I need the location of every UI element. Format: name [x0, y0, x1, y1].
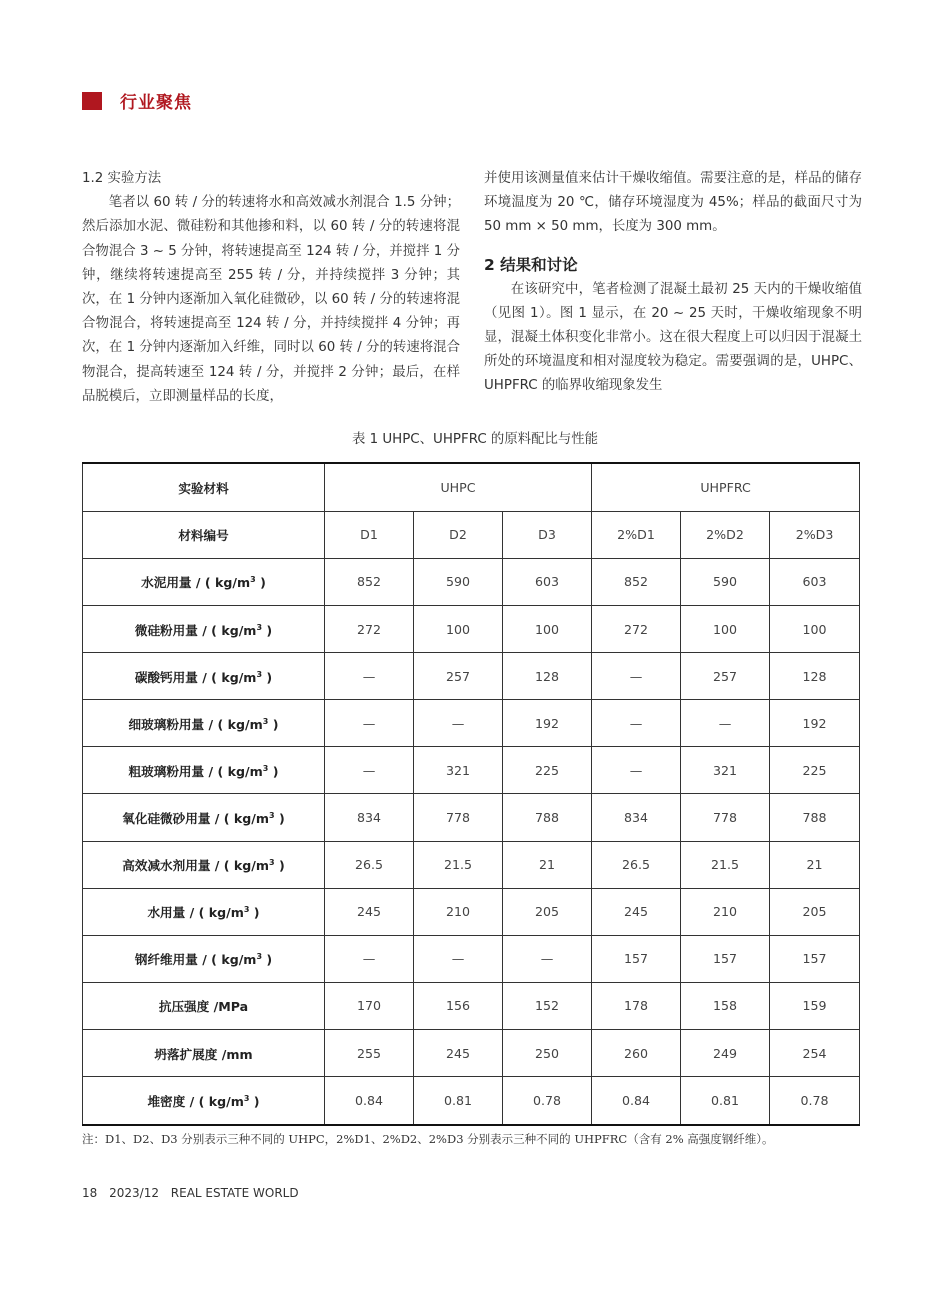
column-header: D3: [503, 511, 592, 558]
table-row: [83, 888, 860, 935]
table-row: [83, 653, 860, 700]
magazine-name: REAL ESTATE WORLD: [170, 1186, 299, 1200]
method-paragraph: 笔者以 60 转 / 分的转速将水和高效减水剂混合 1.5 分钟；然后添加水泥、微硅粉和其他掺和料，以 60 转 / 分的转速将混合物混合 3 ~ 5 分钟，将转速提高至 124 转 / 分，并搅拌 1 分钟，继续将转速提高至 255 转 / 分，并持续搅拌 3 分钟；其次，在 1 分钟内逐渐加入氧化硅微砂，以 60 转 / 分的转速将混合物混合，将转速提高至 124 转 / 分，并持续搅拌 4 分钟；再次，在 1 分钟内逐渐加入纤维，同时以 60 转 / 分的转速将混合物混合，提高转速至 124 转 / 分，并搅拌 2 分钟；最后，在样品脱模后，立即测量样品的长度，: [82, 195, 460, 404]
table-cell: 210: [414, 888, 503, 935]
table-cell: 245: [325, 888, 414, 935]
table-cell: 21: [503, 841, 592, 888]
table-cell: 834: [325, 794, 414, 841]
table-cell: 100: [681, 606, 770, 653]
table-cell: 245: [414, 1029, 503, 1076]
row-label: 细玻璃粉用量 / ( $kg/m^3$ ): [83, 700, 325, 747]
table-cell: 21.5: [414, 841, 503, 888]
row-label: 粗玻璃粉用量 / ( $kg/m^3$ ): [83, 747, 325, 794]
table-cell: 834: [592, 794, 681, 841]
section-heading: 2 结果和讨论: [484, 255, 578, 274]
page-number: 18: [82, 1186, 98, 1200]
table-cell: 157: [592, 935, 681, 982]
table-cell: 100: [503, 606, 592, 653]
table-row: [83, 841, 860, 888]
table-cell: 260: [592, 1029, 681, 1076]
table-cell: 590: [681, 558, 770, 605]
subheader-label: 材料编号: [83, 511, 325, 558]
subsection-heading: 1.2 实验方法: [82, 171, 162, 186]
table-cell: 210: [681, 888, 770, 935]
header-label: 实验材料: [83, 463, 325, 511]
table-cell: 157: [770, 935, 860, 982]
table-cell: 249: [681, 1029, 770, 1076]
section-title: 行业聚焦: [120, 93, 192, 113]
section-header: [82, 88, 192, 113]
table-cell: 158: [681, 982, 770, 1029]
table-cell: 255: [325, 1029, 414, 1076]
table-cell: 0.84: [325, 1077, 414, 1125]
table-cell: 170: [325, 982, 414, 1029]
table-cell: —: [414, 700, 503, 747]
table-subheader-row: [83, 511, 860, 558]
section-marker: [82, 92, 102, 110]
table-cell: 603: [770, 558, 860, 605]
table-row: [83, 747, 860, 794]
table-cell: 852: [325, 558, 414, 605]
table-cell: —: [681, 700, 770, 747]
table-cell: 21: [770, 841, 860, 888]
column-header: D1: [325, 511, 414, 558]
right-column: [484, 167, 862, 399]
table-cell: 788: [770, 794, 860, 841]
table-cell: —: [325, 653, 414, 700]
table-cell: 205: [770, 888, 860, 935]
table-cell: 272: [325, 606, 414, 653]
row-label: 坍落扩展度 /mm: [83, 1029, 325, 1076]
table-cell: 225: [770, 747, 860, 794]
table-cell: 100: [770, 606, 860, 653]
table-cell: 178: [592, 982, 681, 1029]
table-cell: 778: [414, 794, 503, 841]
table-row: [83, 700, 860, 747]
table-cell: —: [325, 747, 414, 794]
table-cell: 205: [503, 888, 592, 935]
row-label: 钢纤维用量 / ( $kg/m^3$ ): [83, 935, 325, 982]
left-column: [82, 167, 460, 409]
table-cell: —: [325, 700, 414, 747]
group-uhpfrc: UHPFRC: [592, 463, 860, 511]
table-cell: 156: [414, 982, 503, 1029]
table-cell: —: [592, 700, 681, 747]
table-cell: 26.5: [325, 841, 414, 888]
table-cell: 0.78: [503, 1077, 592, 1125]
column-header: 2%D3: [770, 511, 860, 558]
table-header-row: [83, 463, 860, 511]
table-row: [83, 606, 860, 653]
table-cell: —: [325, 935, 414, 982]
table-cell: 192: [770, 700, 860, 747]
table-cell: 26.5: [592, 841, 681, 888]
table-cell: 128: [770, 653, 860, 700]
table-cell: 152: [503, 982, 592, 1029]
table-cell: 100: [414, 606, 503, 653]
table-cell: 603: [503, 558, 592, 605]
row-label: 抗压强度 /MPa: [83, 982, 325, 1029]
table-row: [83, 794, 860, 841]
table-cell: 0.78: [770, 1077, 860, 1125]
table-row: [83, 982, 860, 1029]
table-cell: 0.81: [681, 1077, 770, 1125]
column-header: 2%D1: [592, 511, 681, 558]
table-cell: 225: [503, 747, 592, 794]
results-paragraph: 在该研究中，笔者检测了混凝土最初 25 天内的干燥收缩值（见图 1）。图 1 显示，在 20 ~ 25 天时，干燥收缩现象不明显，混凝土体积变化非常小。这在很大程度上可以归因于混凝土所处的环境温度和相对湿度较为稳定。需要强调的是，UHPC、UHPFRC 的临界收缩现象发生: [484, 281, 862, 394]
row-label: 堆密度 / ( $kg/m^3$ ): [83, 1077, 325, 1125]
table-cell: 321: [681, 747, 770, 794]
table-cell: 590: [414, 558, 503, 605]
page-footer: [82, 1186, 307, 1200]
materials-table: [82, 462, 860, 1126]
table-cell: 254: [770, 1029, 860, 1076]
table-cell: 0.81: [414, 1077, 503, 1125]
table-row: [83, 935, 860, 982]
issue-date: 2023/12: [109, 1186, 159, 1200]
table-cell: 257: [681, 653, 770, 700]
row-label: 高效减水剂用量 / ( $kg/m^3$ ): [83, 841, 325, 888]
table-cell: 245: [592, 888, 681, 935]
column-header: 2%D2: [681, 511, 770, 558]
table-note: 注：D1、D2、D3 分别表示三种不同的 UHPC，2%D1、2%D2、2%D3 分别表示三种不同的 UHPFRC（含有 2% 高强度钢纤维）。: [82, 1132, 774, 1146]
row-label: 水泥用量 / ( $kg/m^3$ ): [83, 558, 325, 605]
table-cell: —: [503, 935, 592, 982]
table-cell: 21.5: [681, 841, 770, 888]
group-uhpc: UHPC: [325, 463, 592, 511]
table-cell: —: [414, 935, 503, 982]
row-label: 氧化硅微砂用量 / ( $kg/m^3$ ): [83, 794, 325, 841]
table-cell: 272: [592, 606, 681, 653]
table-cell: —: [592, 653, 681, 700]
table-cell: 192: [503, 700, 592, 747]
table-cell: 778: [681, 794, 770, 841]
table-cell: —: [592, 747, 681, 794]
table-row: [83, 558, 860, 605]
table-cell: 788: [503, 794, 592, 841]
table-cell: 250: [503, 1029, 592, 1076]
column-header: D2: [414, 511, 503, 558]
row-label: 微硅粉用量 / ( $kg/m^3$ ): [83, 606, 325, 653]
table-cell: 321: [414, 747, 503, 794]
table-cell: 159: [770, 982, 860, 1029]
table-cell: 128: [503, 653, 592, 700]
table-caption: 表 1 UHPC、UHPFRC 的原料配比与性能: [351, 432, 599, 447]
table-row: [83, 1077, 860, 1125]
table-row: [83, 1029, 860, 1076]
table-cell: 852: [592, 558, 681, 605]
table-cell: 157: [681, 935, 770, 982]
row-label: 碳酸钙用量 / ( $kg/m^3$ ): [83, 653, 325, 700]
table-cell: 257: [414, 653, 503, 700]
row-label: 水用量 / ( $kg/m^3$ ): [83, 888, 325, 935]
continued-paragraph: 并使用该测量值来估计干燥收缩值。需要注意的是，样品的储存环境温度为 20 ℃，储存环境湿度为 45%；样品的截面尺寸为 50 mm × 50 mm，长度为 300 mm。: [484, 171, 862, 235]
table-cell: 0.84: [592, 1077, 681, 1125]
